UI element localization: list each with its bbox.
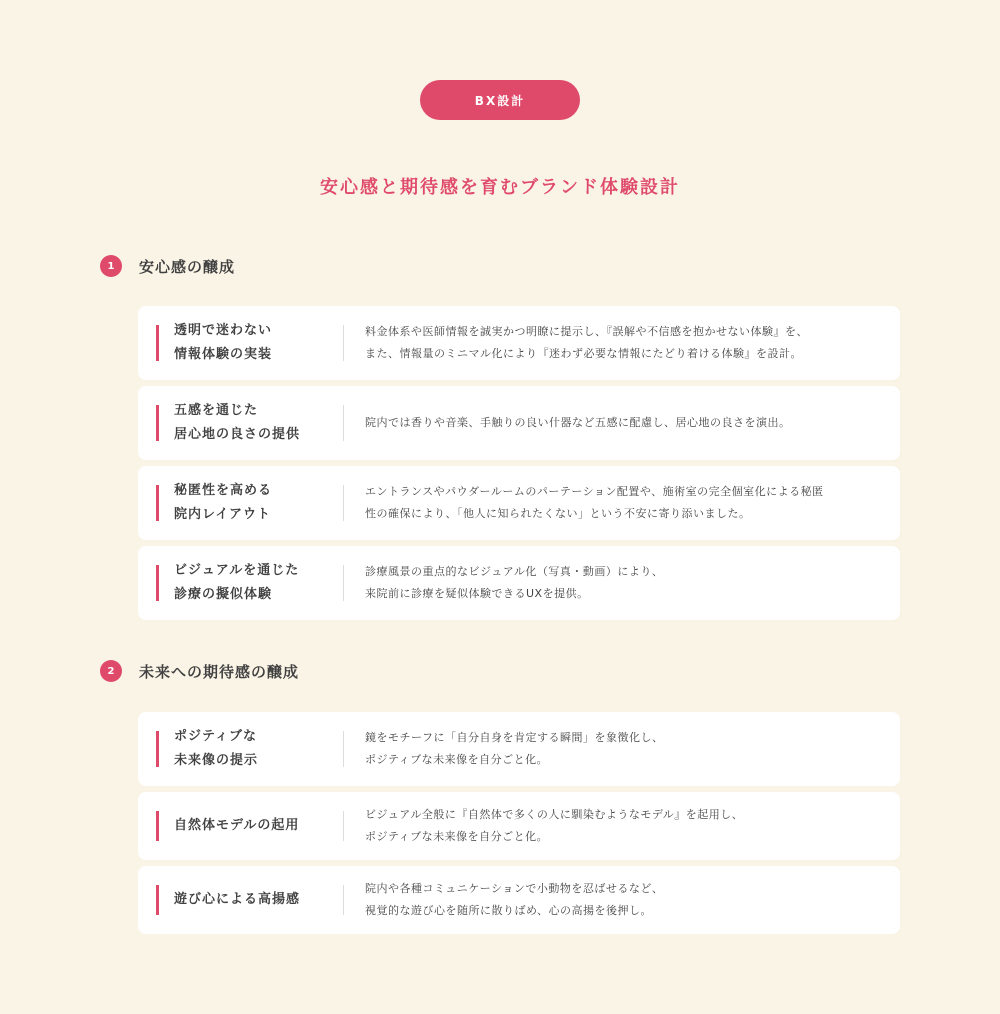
feature-card [138, 306, 900, 380]
card-divider [343, 325, 344, 361]
card-heading: 透明で迷わない 情報体験の実装 [174, 323, 273, 362]
feature-card [138, 546, 900, 620]
section-2-header [100, 660, 299, 682]
card-heading: ビジュアルを通じた 診療の擬似体験 [174, 563, 300, 602]
feature-card [138, 792, 900, 860]
card-description: 院内や各種コミュニケーションで小動物を忍ばせるなど、 視覚的な遊び心を随所に散りばめ、心の高揚を後押し。 [365, 882, 664, 917]
card-description: 鏡をモチーフに「自分自身を肯定する瞬間」を象徴化し、 ポジティブな未来像を自分ごと化。 [365, 731, 664, 766]
section-title: 安心感の醸成 [139, 257, 236, 276]
accent-bar [156, 811, 159, 841]
card-description: 料金体系や医師情報を誠実かつ明瞭に提示し、『誤解や不信感を抱かせない体験』を、 また、情報量のミニマル化により『迷わず必要な情報にたどり着ける体験』を設計。 [365, 325, 808, 360]
card-divider [343, 731, 344, 767]
section-number-badge: 1 [100, 255, 122, 277]
card-divider [343, 885, 344, 915]
accent-bar [156, 885, 159, 915]
feature-card [138, 712, 900, 786]
card-description: 院内では香りや音楽、手触りの良い什器など五感に配慮し、居心地の良さを演出。 [365, 416, 791, 429]
accent-bar [156, 731, 159, 767]
card-divider [343, 811, 344, 841]
card-heading: 秘匿性を高める 院内レイアウト [174, 483, 273, 522]
card-heading: ポジティブな 未来像の提示 [174, 729, 259, 768]
card-description: 診療風景の重点的なビジュアル化（写真・動画）により、 来院前に診療を疑似体験できるUXを提供。 [365, 565, 664, 600]
section-1-header [100, 255, 235, 277]
feature-card [138, 386, 900, 460]
card-description: エントランスやパウダールームのパーテーション配置や、施術室の完全個室化による秘匿 性の確保により、「他人に知られたくない」という不安に寄り添いました。 [365, 485, 824, 520]
section-number-badge: 2 [100, 660, 122, 682]
bx-design-badge: BX設計 [420, 80, 580, 120]
card-divider [343, 565, 344, 601]
card-divider [343, 405, 344, 441]
feature-card [138, 466, 900, 540]
feature-card [138, 866, 900, 934]
card-divider [343, 485, 344, 521]
accent-bar [156, 565, 159, 601]
accent-bar [156, 325, 159, 361]
accent-bar [156, 485, 159, 521]
accent-bar [156, 405, 159, 441]
page-title: 安心感と期待感を育むブランド体験設計 [320, 177, 680, 198]
card-description: ビジュアル全般に『自然体で多くの人に馴染むようなモデル』を起用し、 ポジティブな未来像を自分ごと化。 [365, 808, 744, 843]
card-heading: 遊び心による高揚感 [174, 892, 301, 907]
section-title: 未来への期待感の醸成 [139, 662, 300, 681]
card-heading: 五感を通じた 居心地の良さの提供 [174, 403, 301, 442]
card-heading: 自然体モデルの起用 [174, 818, 300, 833]
